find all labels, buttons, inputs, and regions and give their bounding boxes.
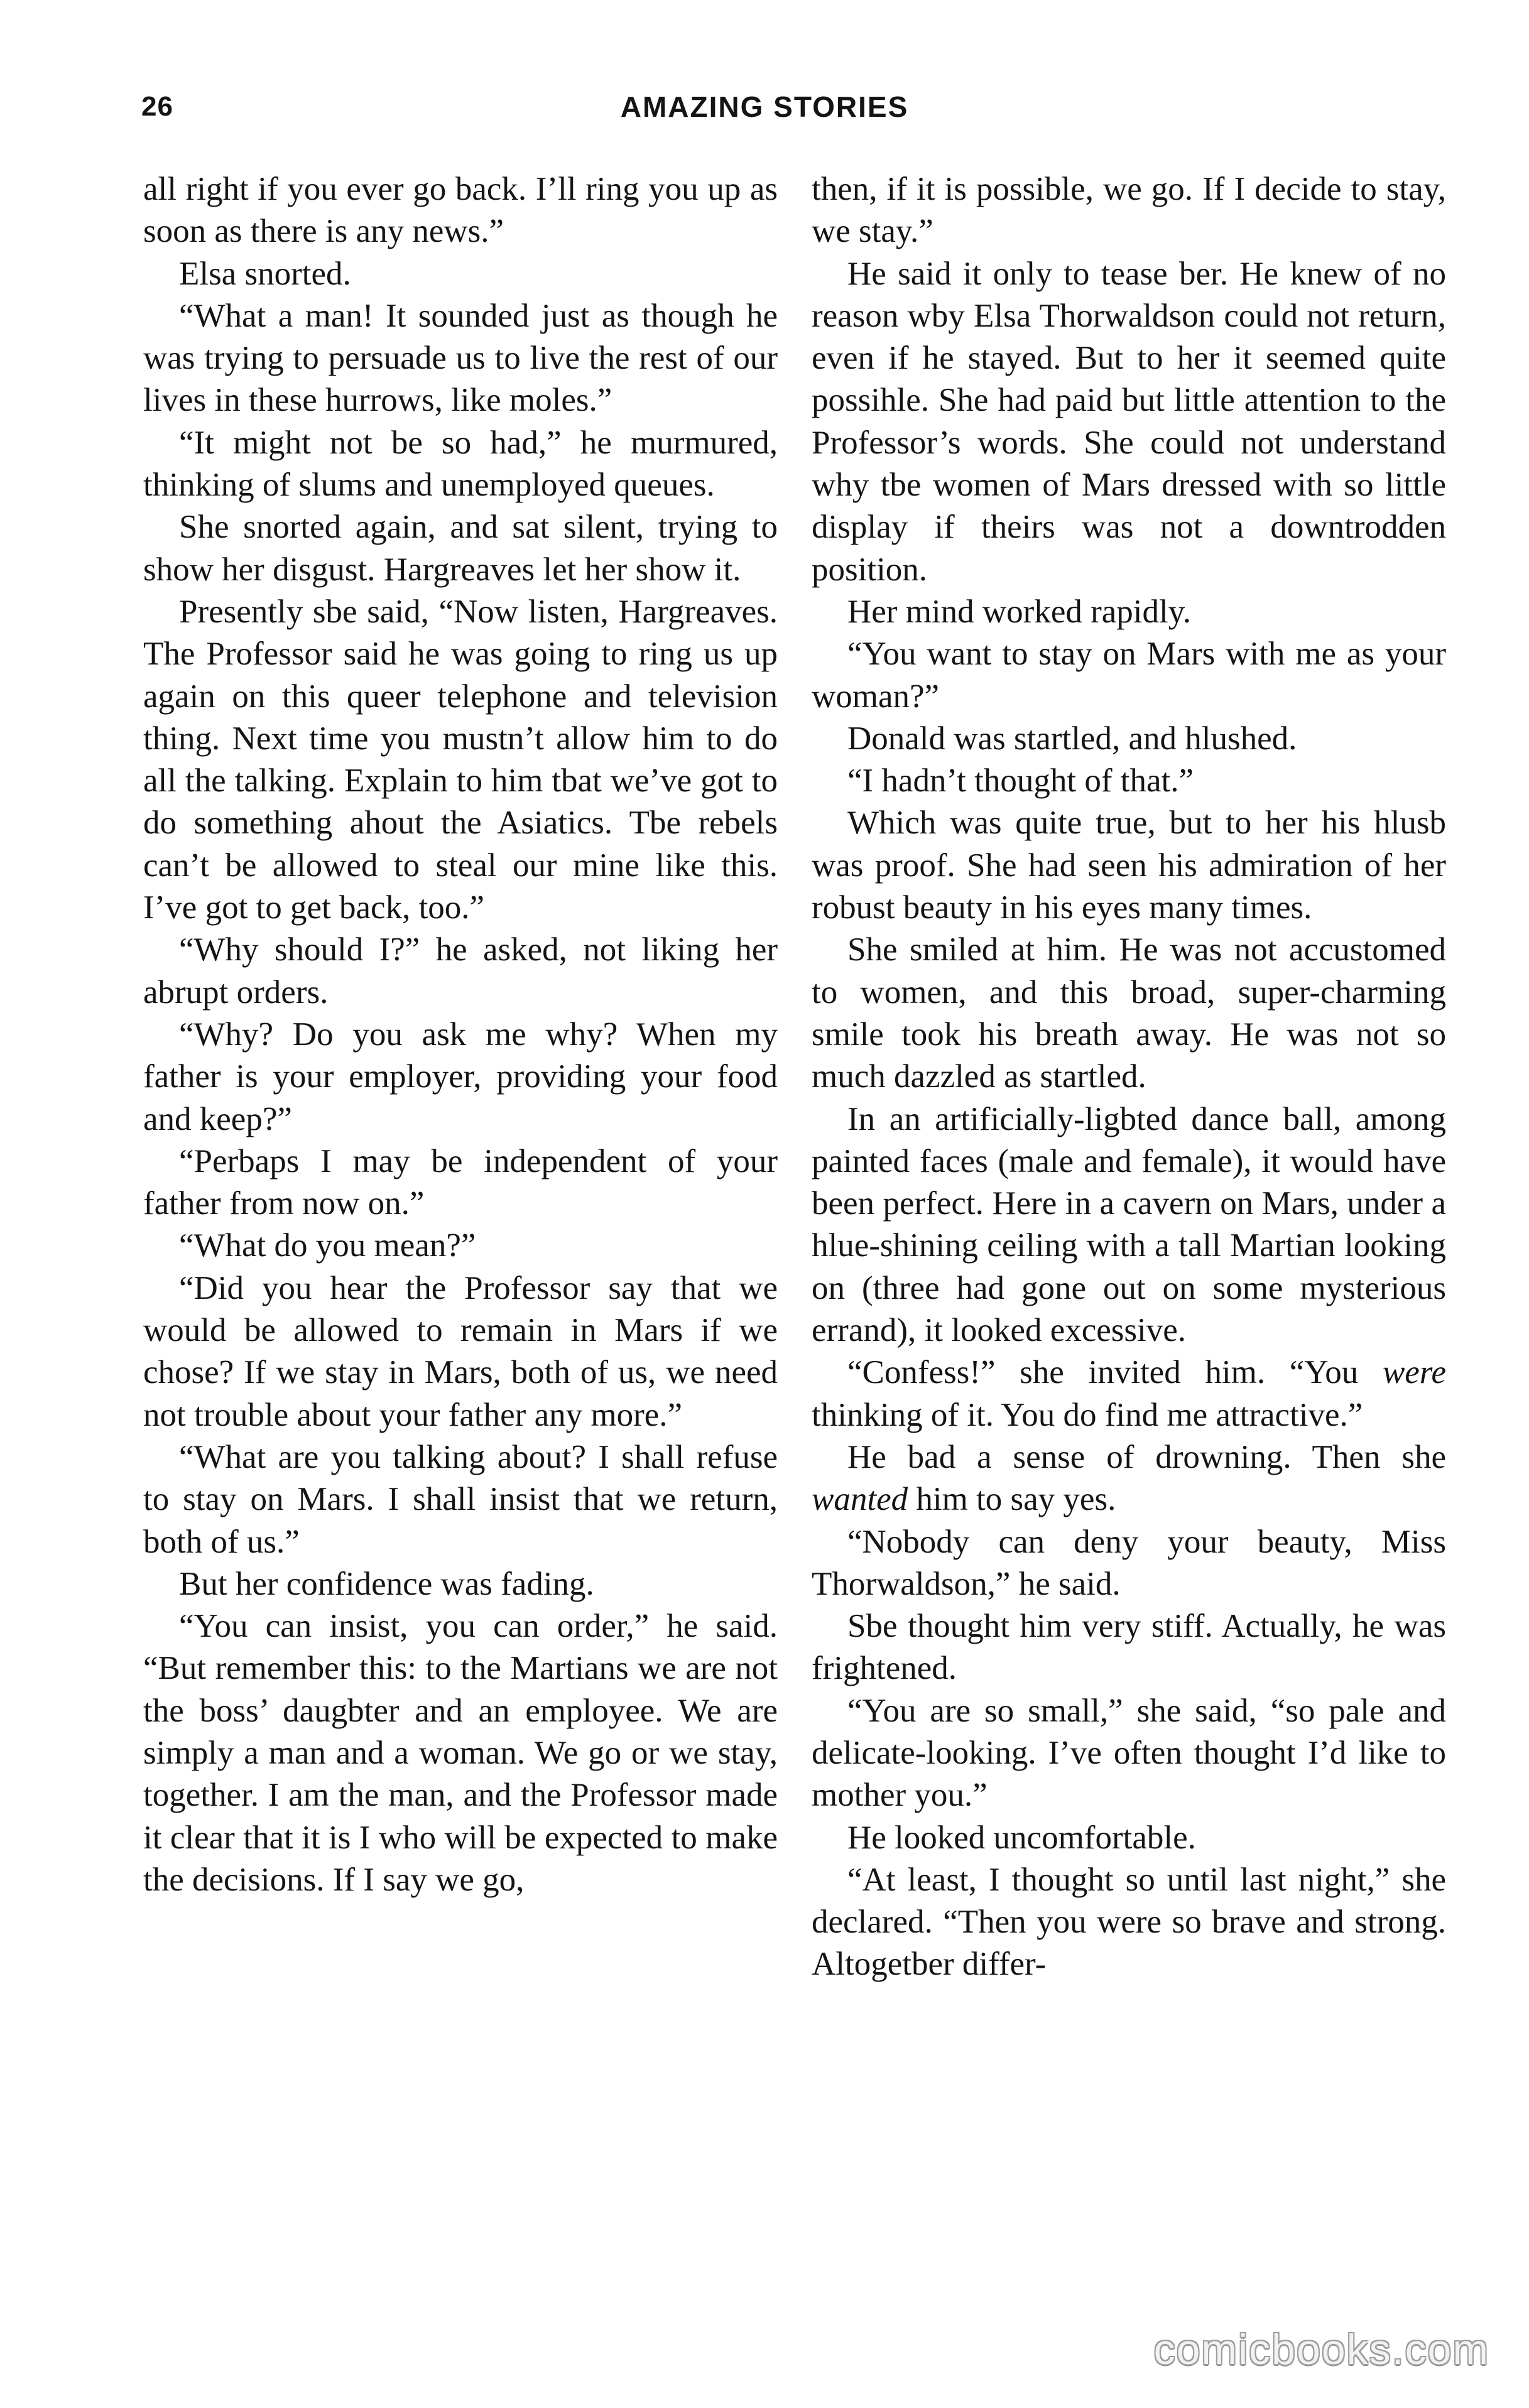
right-column (812, 168, 1446, 1986)
paragraph: Which was quite true, but to her his hlusb was proof. She had seen his admiration of her robust beauty in his eyes many times. (812, 805, 1446, 926)
paragraph: “What a man! It sounded just as though he was trying to persuade us to live the rest of our lives in these hurrows, like moles.” (143, 297, 778, 419)
paragraph: “Did you hear the Professor say that we would be allowed to remain in Mars if we chose? If we stay in Mars, both of us, we need not trouble about your father any more.” (143, 1269, 778, 1433)
paragraph: She smiled at him. He was not accustomed to women, and this broad, super-charming smile took his breath away. He was not so much dazzled as startled. (812, 931, 1446, 1095)
paragraph: Her mind worked rapidly. (847, 593, 1192, 630)
paragraph: He said it only to tease ber. He knew of no reason wby Elsa Thorwaldson could not return, even if he stayed. But to her it seemed quite possihle. She had paid but little attention to the Professor’s words. She could not understand why tbe women of Mars dressed with so little display if theirs was not a downtrodden position. (812, 255, 1446, 588)
paragraph: all right if you ever go back. I’ll ring you up as soon as there is any news.” (143, 171, 778, 250)
paragraph: “You can insist, you can order,” he said. “But remember this: to the Martians we are not the boss’ daugbter and an employee. We are simply a man and a woman. We go or we stay, together. I am the man, and the Professor made it clear that it is I who will be expected to make the decisions. If I say we go, (143, 1608, 778, 1898)
paragraph (812, 1436, 1446, 1521)
paragraph: Sbe thought him very stiff. Actually, he was frightened. (812, 1608, 1446, 1687)
paragraph-text: him to say yes. (908, 1481, 1116, 1518)
paragraph: “Nobody can deny your beauty, Miss Thorwaldson,” he said. (812, 1523, 1446, 1602)
italic-word: wanted (812, 1481, 908, 1518)
running-head: AMAZING STORIES (620, 90, 909, 123)
paragraph: Presently sbe said, “Now listen, Hargreaves. The Professor said he was going to ring us up again on this queer telephone and television thing. Next time you mustn’t allow him to do all the talking. Explain to him tbat we’ve got to do something ahout the Asiatics. Tbe rebels can’t be allowed to steal our mine like this. I’ve got to get back, too.” (143, 593, 778, 926)
paragraph: She snorted again, and sat silent, trying to show her disgust. Hargreaves let her show it. (143, 509, 778, 588)
paragraph: But her confidence was fading. (179, 1565, 594, 1602)
page-header (0, 0, 1529, 157)
paragraph: He looked uncomfortable. (847, 1819, 1196, 1856)
paragraph: Elsa snorted. (179, 255, 351, 292)
paragraph: In an artificially-ligbted dance ball, among painted faces (male and female), it would have been perfect. Here in a cavern on Mars, under a hlue-shining ceiling with a tall Martian looking on (three had gone out on some mysterious errand), it looked excessive. (812, 1100, 1446, 1349)
paragraph: “Perbaps I may be independent of your father from now on.” (143, 1142, 778, 1222)
paragraph: “You are so small,” she said, “so pale and delicate-looking. I’ve often thought I’d like to mother you.” (812, 1692, 1446, 1814)
page-number: 26 (141, 91, 173, 122)
paragraph-text: He bad a sense of drowning. Then she (847, 1438, 1446, 1475)
italic-word: were (1382, 1354, 1446, 1391)
paragraph (812, 1352, 1446, 1436)
left-column (143, 168, 778, 1901)
paragraph: “What do you mean?” (179, 1227, 476, 1264)
paragraph: “At least, I thought so until last night,” she declared. “Then you were so brave and strong. Altogetber differ- (812, 1861, 1446, 1983)
paragraph: Donald was startled, and hlushed. (847, 720, 1297, 757)
paragraph: “Why? Do you ask me why? When my father is your employer, providing your food and keep?” (143, 1016, 778, 1137)
paragraph: “I hadn’t thought of that.” (847, 762, 1194, 800)
paragraph-text: thinking of it. You do find me attractive.” (812, 1396, 1363, 1433)
paragraph-text: “Confess!” she invited him. “You (847, 1354, 1383, 1391)
paragraph: then, if it is possible, we go. If I decide to stay, we stay.” (812, 171, 1446, 250)
paragraph: “You want to stay on Mars with me as your woman?” (812, 636, 1446, 715)
paragraph: “Why should I?” he asked, not liking her abrupt orders. (143, 931, 778, 1011)
site-watermark: comicbooks.com (1153, 2326, 1489, 2373)
paragraph: “It might not be so had,” he murmured, thinking of slums and unemployed queues. (143, 424, 778, 504)
paragraph: “What are you talking about? I shall refuse to stay on Mars. I shall insist that we return, both of us.” (143, 1438, 778, 1560)
